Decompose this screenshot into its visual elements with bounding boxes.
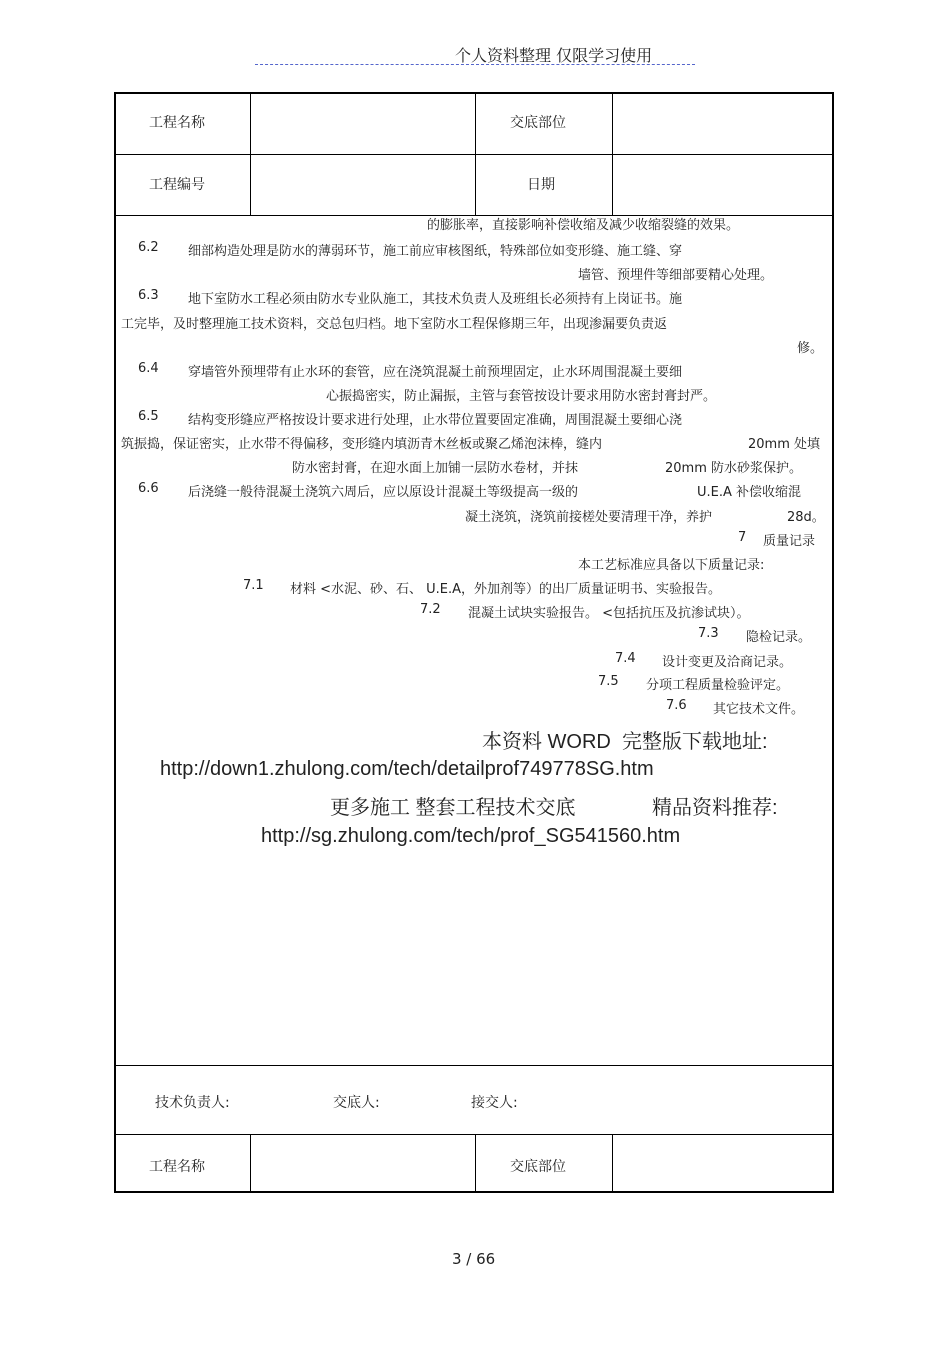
content-line: 后浇缝一般待混凝土浇筑六周后，应以原设计混凝土等级提高一级的: [188, 485, 579, 500]
table-divider: [116, 1065, 832, 1066]
content-line: 结构变形缝应严格按设计要求进行处理，止水带位置要固定准确，周围混凝土要细心浇: [188, 413, 683, 428]
content-line: 地下室防水工程必须由防水专业队施工，其技术负责人及班组长必须持有上岗证书。施: [188, 292, 683, 307]
table-divider: [116, 1134, 832, 1135]
disclosure-position-label: 交底部位: [510, 115, 566, 131]
download-note-suffix: 完整版下载地址:: [622, 731, 768, 753]
item-number: 6.6: [138, 481, 159, 496]
content-line: 墙管、预埋件等细部要精心处理。: [578, 268, 774, 283]
receiver-signature-label: 接交人:: [471, 1095, 518, 1111]
table-divider: [475, 94, 476, 216]
item-number: 7.3: [698, 626, 719, 641]
item-number: 6.3: [138, 288, 159, 303]
bottom-disclosure-position-label: 交底部位: [510, 1159, 566, 1175]
content-line: 的膨胀率，直接影响补偿收缩及减少收缩裂缝的效果。: [427, 218, 740, 233]
content-line: 筑振捣，保证密实，止水带不得偏移，变形缝内填沥青木丝板或聚乙烯泡沫棒，缝内: [121, 437, 603, 452]
item-number: 6.4: [138, 361, 159, 376]
content-line: 材料 <水泥、砂、石、 U.E.A，外加剂等）的出厂质量证明书、实验报告。: [290, 582, 722, 597]
content-line: 混凝土试块实验报告。 <包括抗压及抗渗试块）。: [468, 606, 750, 621]
page-number: 3 / 66: [452, 1250, 496, 1268]
download-note: 本资料 WORD: [482, 731, 611, 753]
item-number: 7.1: [243, 578, 264, 593]
download-url-link[interactable]: http://down1.zhulong.com/tech/detailprof749778SG.htm: [160, 758, 654, 780]
content-line: U.E.A 补偿收缩混: [697, 485, 802, 500]
content-line: 修。: [797, 341, 824, 356]
table-divider: [250, 94, 251, 216]
item-number: 6.2: [138, 240, 159, 255]
table-divider: [250, 1134, 251, 1193]
recommend-note-suffix: 精品资料推荐:: [652, 797, 778, 819]
recommend-url-link[interactable]: http://sg.zhulong.com/tech/prof_SG541560.htm: [261, 825, 681, 847]
content-line: 穿墙管外预埋带有止水环的套管，应在浇筑混凝土前预埋固定，止水环周围混凝土要细: [188, 365, 683, 380]
content-line: 细部构造处理是防水的薄弱环节，施工前应审核图纸，特殊部位如变形缝、施工缝、穿: [188, 244, 683, 259]
content-line: 20mm 处填: [748, 437, 821, 452]
content-line: 本工艺标准应具备以下质量记录:: [578, 558, 765, 573]
section-title: 质量记录: [763, 534, 816, 549]
bottom-project-name-label: 工程名称: [149, 1159, 205, 1175]
page-header-title: 个人资料整理 仅限学习使用: [455, 46, 653, 65]
item-number: 7.4: [615, 651, 636, 666]
content-line: 20mm 防水砂浆保护。: [665, 461, 803, 476]
content-line: 设计变更及洽商记录。: [662, 655, 793, 670]
discloser-signature-label: 交底人:: [333, 1095, 380, 1111]
item-number: 6.5: [138, 409, 159, 424]
project-number-label: 工程编号: [149, 177, 205, 193]
content-line: 28d。: [787, 510, 825, 525]
content-line: 工完毕，及时整理施工技术资料，交总包归档。地下室防水工程保修期三年，出现渗漏要负责返: [121, 317, 668, 332]
header-divider: [255, 64, 695, 65]
section-number: 7: [738, 530, 747, 545]
content-line: 其它技术文件。: [713, 702, 805, 717]
table-divider: [612, 94, 613, 216]
table-divider: [116, 154, 832, 155]
table-divider: [475, 1134, 476, 1193]
table-divider: [612, 1134, 613, 1193]
content-line: 凝土浇筑，浇筑前接槎处要清理干净，养护: [465, 510, 713, 525]
content-line: 分项工程质量检验评定。: [646, 678, 790, 693]
item-number: 7.6: [666, 698, 687, 713]
tech-lead-signature-label: 技术负责人:: [155, 1095, 230, 1111]
content-line: 心振捣密实，防止漏振，主管与套管按设计要求用防水密封膏封严。: [326, 389, 717, 404]
project-name-label: 工程名称: [149, 115, 205, 131]
date-label: 日期: [527, 177, 555, 193]
content-line: 防水密封膏，在迎水面上加铺一层防水卷材，并抹: [292, 461, 579, 476]
item-number: 7.5: [598, 674, 619, 689]
content-line: 隐检记录。: [746, 630, 812, 645]
item-number: 7.2: [420, 602, 441, 617]
recommend-note: 更多施工 整套工程技术交底: [330, 797, 576, 819]
